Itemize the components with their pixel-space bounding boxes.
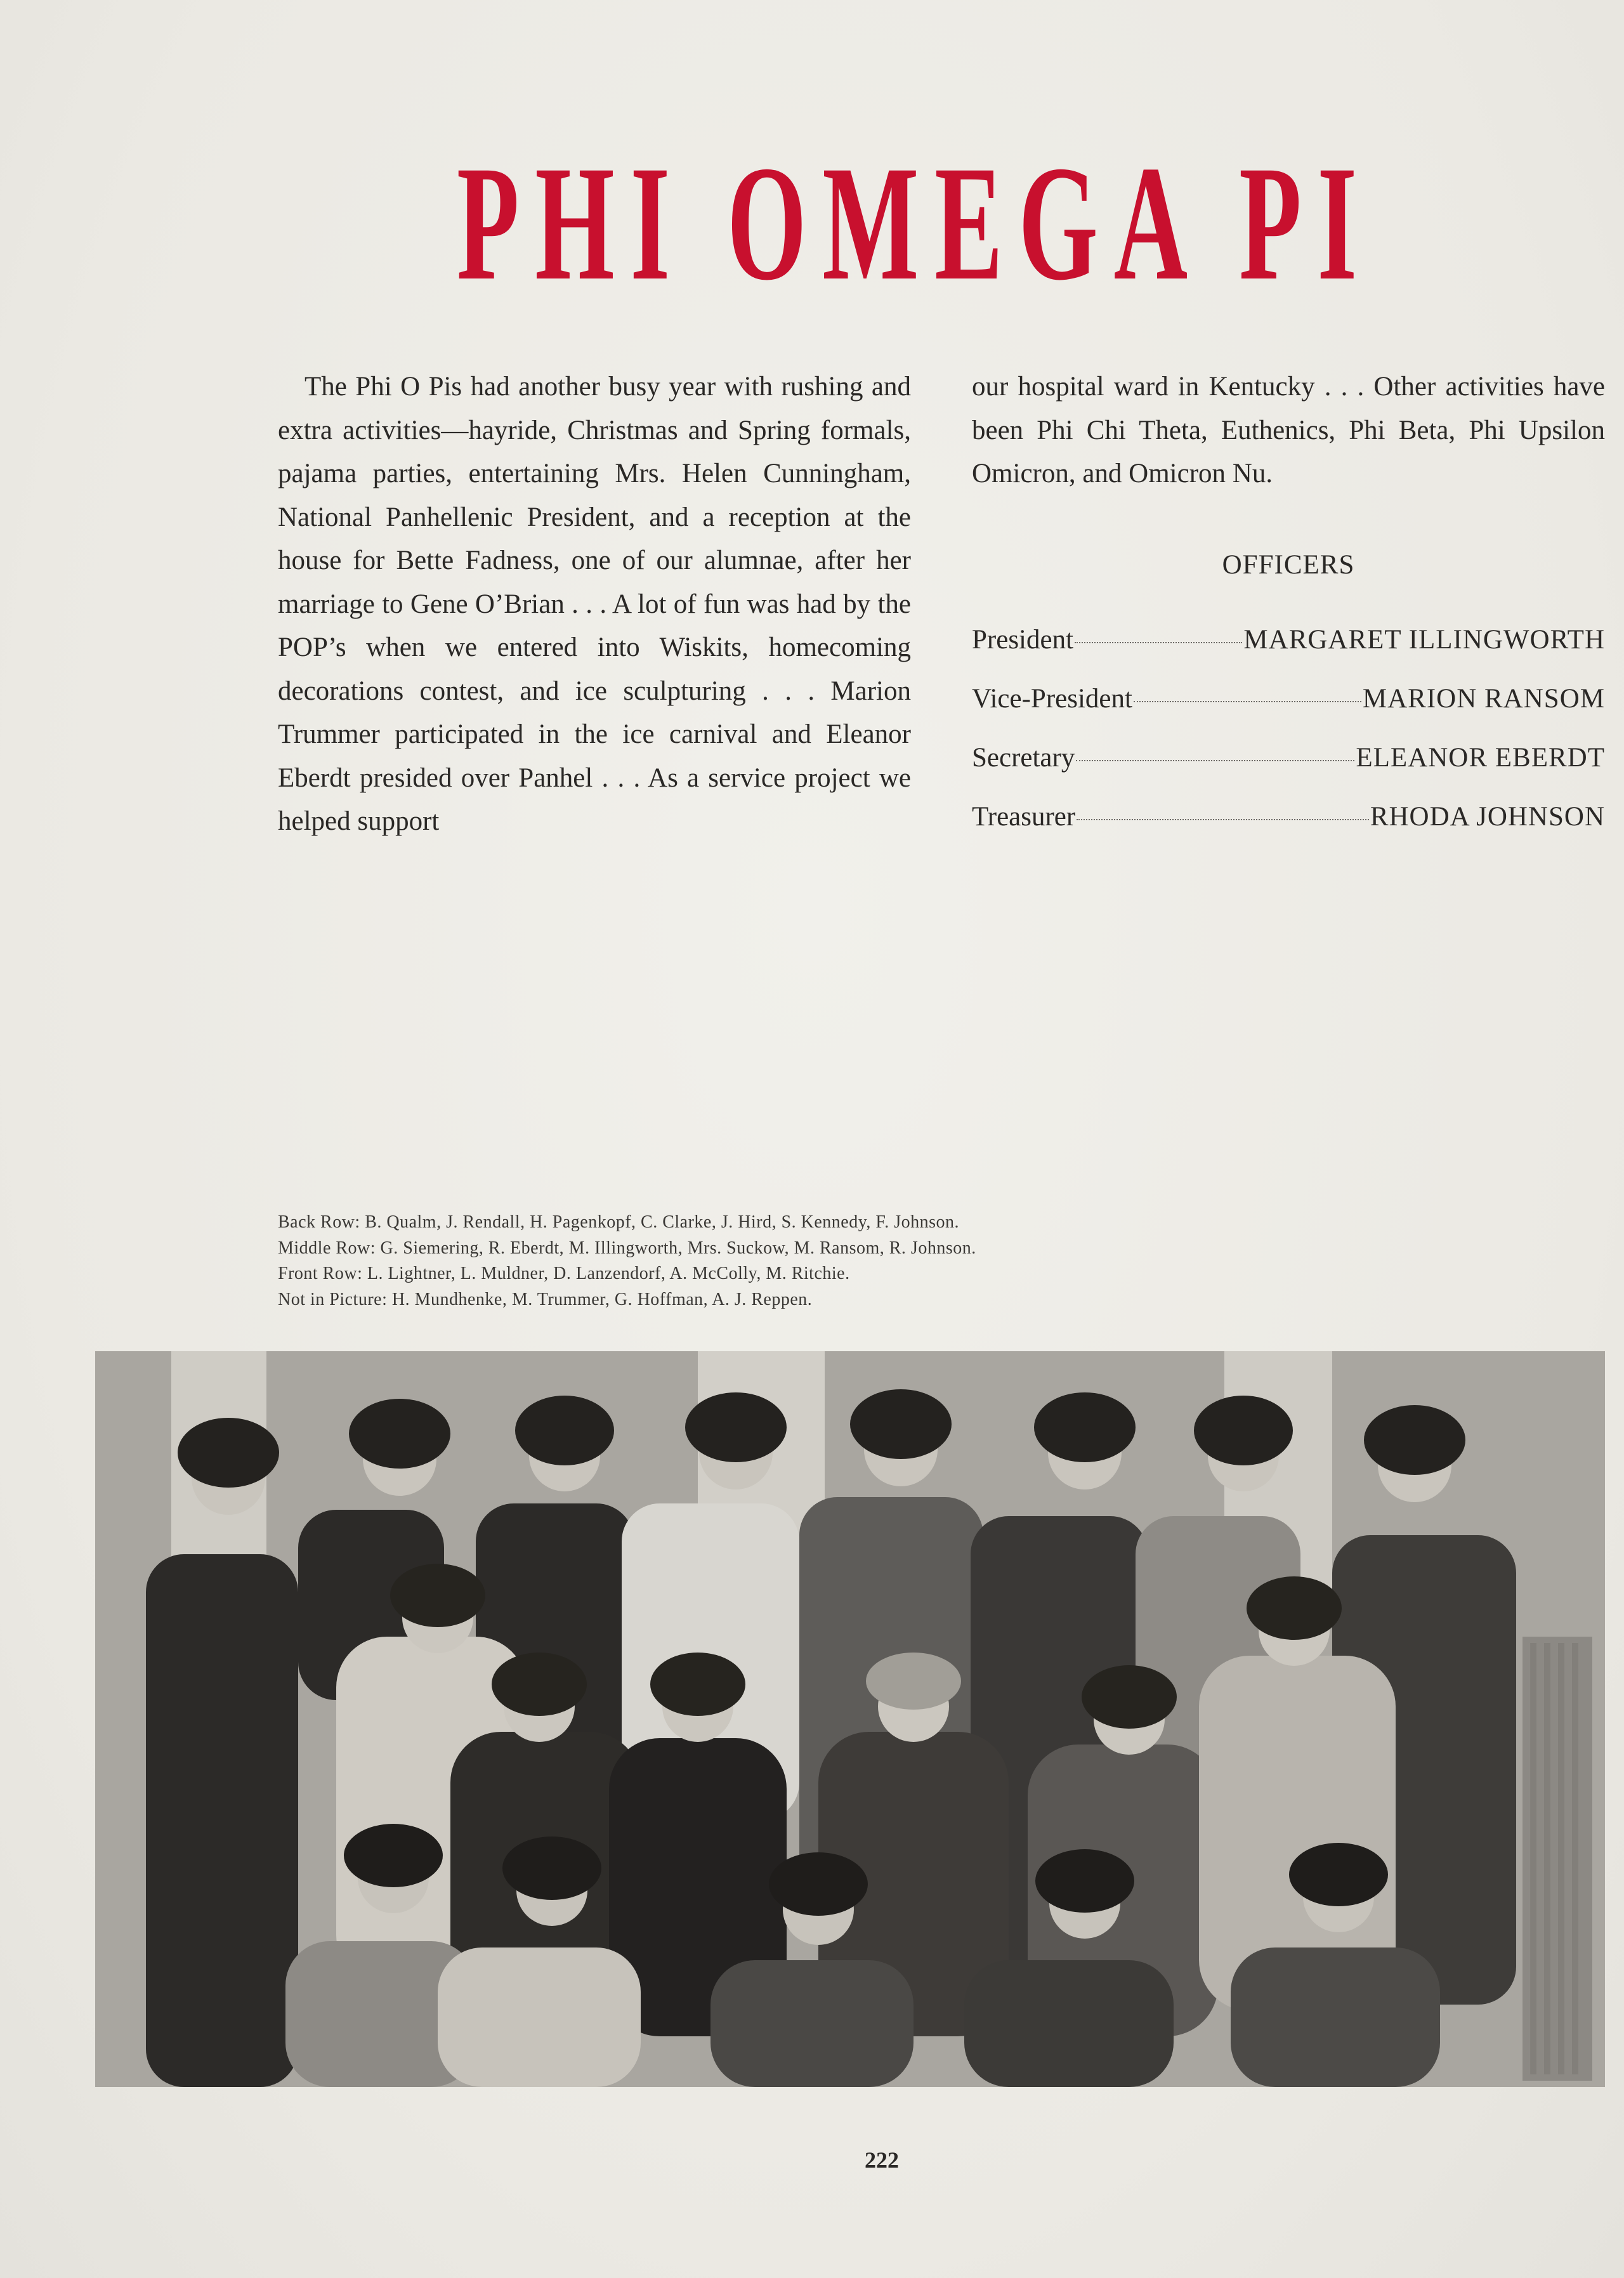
body-text-left-column: The Phi O Pis had another busy year with rushing and extra activities—hayride, Christmas and Spring formals, pajama parties, entertaining Mrs. Helen Cunningham, National Panhellenic President, and a reception at the house for Bette Fadness, one of our alumnae, after her marriage to Gene O’Brian . . . A lot of fun was had by the POP’s when we entered into Wiskits, homecoming decorations contest, and ice sculpturing . . . Marion Trummer participated in the ice carnival and Eleanor Eberdt presided over Panhel . . . As a service project we helped support [278,372,911,836]
group-photo [95,1351,1605,2087]
officer-row-vice-president [972,683,1605,721]
officer-role: Vice-President [972,684,1132,714]
dot-leader [1077,819,1369,820]
officer-name: MARGARET ILLINGWORTH [1243,625,1605,655]
officer-name: MARION RANSOM [1362,684,1605,714]
officer-name: ELEANOR EBERDT [1356,743,1605,773]
caption-back-row: Back Row: B. Qualm, J. Rendall, H. Pagenkopf, C. Clarke, J. Hird, S. Kennedy, F. Johnson. [278,1212,960,1232]
officer-role: Secretary [972,743,1075,773]
officer-name: RHODA JOHNSON [1370,802,1605,832]
photo-caption [278,1210,1229,1312]
caption-middle-row: Middle Row: G. Siemering, R. Eberdt, M. Illingworth, Mrs. Suckow, M. Ransom, R. Johnson. [278,1238,976,1258]
group-photo-illustration [95,1351,1605,2087]
officer-row-secretary [972,742,1605,780]
body-text-right-column: our hospital ward in Kentucky . . . Other activities have been Phi Chi Theta, Euthenics, Phi Beta, Phi Upsilon Omicron, and Omicron Nu. [972,372,1605,488]
officers-heading: OFFICERS [1222,550,1355,580]
caption-front-row: Front Row: L. Lightner, L. Muldner, D. Lanzendorf, A. McColly, M. Ritchie. [278,1264,850,1283]
officer-role: Treasurer [972,802,1076,832]
dot-leader [1075,642,1242,643]
officer-role: President [972,625,1074,655]
page-number: 222 [865,2147,899,2173]
dot-leader [1134,701,1361,702]
officer-row-treasurer [972,801,1605,839]
page-title: PHI OMEGA PI [457,132,1373,315]
officer-row-president [972,624,1605,662]
caption-not-in-picture: Not in Picture: H. Mundhenke, M. Trummer, G. Hoffman, A. J. Reppen. [278,1289,813,1309]
dot-leader [1076,760,1354,761]
